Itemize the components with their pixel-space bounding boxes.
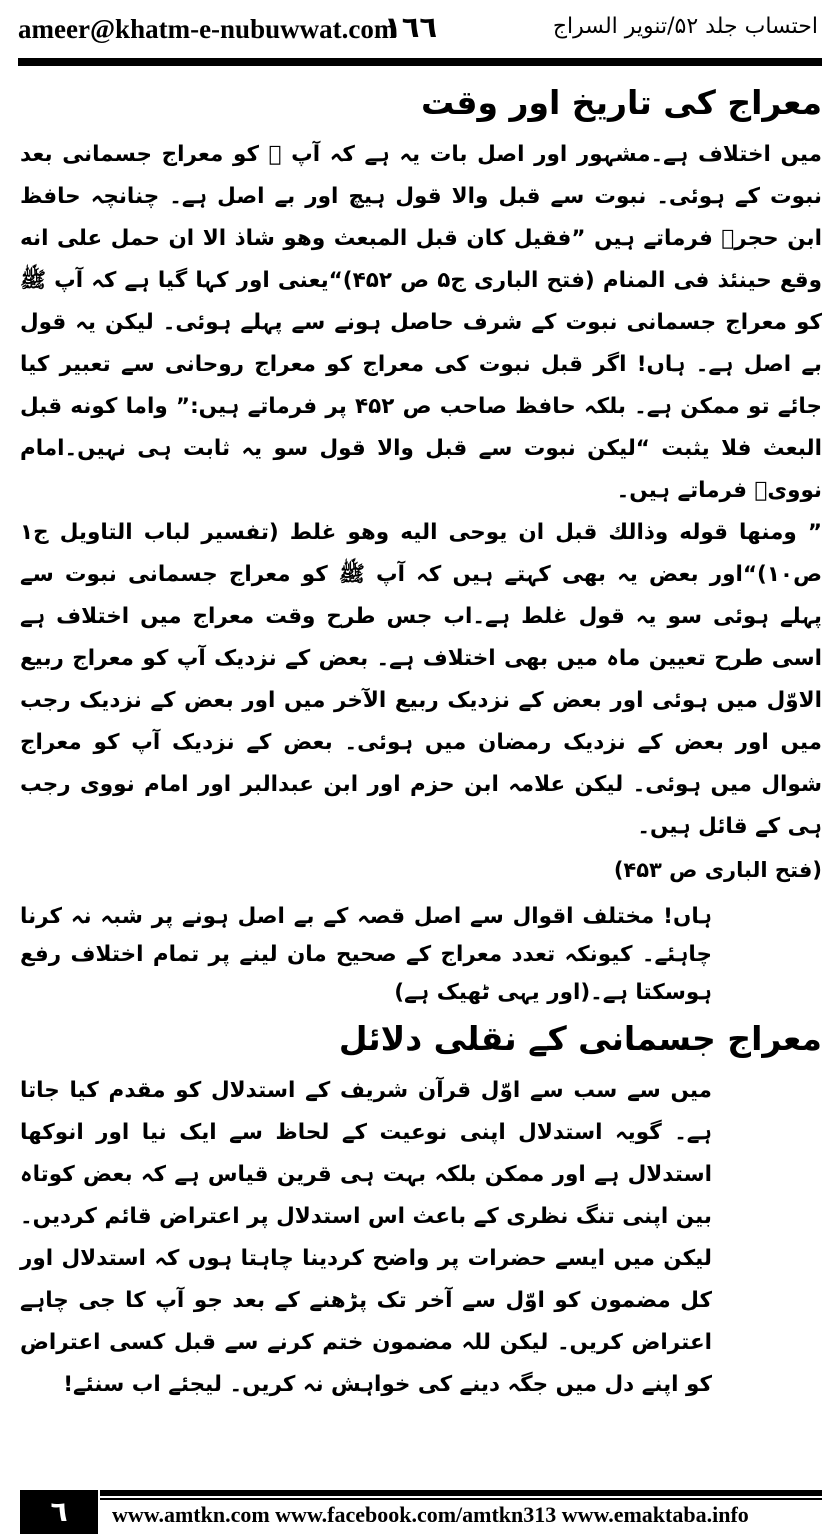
page-body — [20, 76, 822, 1456]
header-page-number: ١٦٦ — [384, 10, 438, 44]
footer-rule-thin — [100, 1498, 822, 1500]
header-rule — [18, 58, 822, 66]
footer-rule-thick — [100, 1490, 822, 1496]
page-footer — [0, 1482, 840, 1540]
paragraph-1: میں اختلاف ہے۔مشہور اور اصل بات یہ ہے کہ آپ ﷺ کو معراج جسمانی بعد نبوت کے ہوئی۔ نبوت سے قبل والا قول ہیچ اور بے اصل ہے۔ چنانچہ حافظ ابن حجرؒ فرماتے ہیں ”فقیل کان قبل المبعث وهو شاذ الا ان حمل على انه وقع حينئذ فی المنام (فتح الباری ج۵ ص ۴۵۲)“یعنی اور کہا گیا ہے کہ آپ ﷺ کو معراج جسمانی نبوت کے شرف حاصل ہونے سے پہلے ہوئی۔ لیکن یہ قول بے اصل ہے۔ ہاں! اگر قبل نبوت کی معراج کو معراج روحانی سے تعبیر کیا جائے تو ممکن ہے۔ بلکہ حافظ صاحب ص ۴۵۲ پر فرماتے ہیں:” واما كونه قبل البعث فلا يثبت “لیکن نبوت سے قبل والا قول سو یہ ثابت ہی نہیں۔امام نوویؒ فرماتے ہیں۔ — [20, 142, 822, 503]
citation-fath-al-bari: (فتح الباری ص ۴۵۳) — [613, 858, 822, 882]
paragraph-2: ” ومنها قوله وذالك قبل ان يوحى اليه وهو غلط (تفسیر لباب التاویل ج۱ ص۱۰)“اور بعض یہ بھی کہتے ہیں کہ آپ ﷺ کو معراج جسمانی نبوت سے پہلے ہوئی سو یہ قول غلط ہے۔اب جس طرح وقت معراج میں اختلاف ہے اسی طرح تعیین ماہ میں بھی اختلاف ہے۔ بعض کے نزدیک آپ کو معراج ربیع الاوّل میں ہوئی اور بعض کے نزدیک ربیع الآخر میں اور بعض کے نزدیک رجب میں اور بعض کے نزدیک رمضان میں ہوئی۔ بعض کے نزدیک آپ کو معراج شوال میں ہوئی۔ لیکن علامہ ابن حزم اور ابن عبدالبر اور امام نووی رجب ہی کے قائل ہیں۔ — [20, 520, 822, 839]
section-heading-textual-proofs: معراج جسمانی کے نقلی دلائل — [338, 1019, 822, 1058]
header-source-title: احتساب جلد ۵۲/تنویر السراج — [552, 14, 818, 39]
page-header — [0, 0, 840, 64]
paragraph-3: ہاں! مختلف اقوال سے اصل قصہ کے بے اصل ہونے پر شبہ نہ کرنا چاہئے۔ کیونکہ تعدد معراج کے صحیح مان لینے پر تمام اختلاف رفع ہوسکتا ہے۔(اور یہی ٹھیک ہے) — [20, 904, 712, 1005]
header-email: ameer@khatm-e-nubuwwat.com — [18, 14, 397, 44]
footer-website-links: www.amtkn.com www.facebook.com/amtkn313 www.emaktaba.info — [112, 1502, 749, 1527]
footer-page-number: ٦ — [20, 1490, 98, 1534]
section-heading-date-time: معراج کی تاریخ اور وقت — [420, 83, 822, 122]
paragraph-4: میں سے سب سے اوّل قرآن شریف کے استدلال کو مقدم کیا جاتا ہے۔ گویہ استدلال اپنی نوعیت کے لحاظ سے ایک نیا اور انوکھا استدلال ہے اور ممکن بلکہ بہت ہی قرین قیاس ہے کہ بعض کوتاہ بین اپنی تنگ نظری کے باعث اس استدلال پر اعتراض قائم کردیں۔ لیکن میں ایسے حضرات پر واضح کردینا چاہتا ہوں کہ استدلال اور کل مضمون کو اوّل سے آخر تک پڑھنے کے بعد جو آپ کا جی چاہے اعتراض کریں۔ لیکن للہ مضمون ختم کرنے سے قبل کسی اعتراض کو اپنے دل میں جگہ دینے کی خواہش نہ کریں۔ لیجئے اب سنئے! — [20, 1078, 712, 1397]
